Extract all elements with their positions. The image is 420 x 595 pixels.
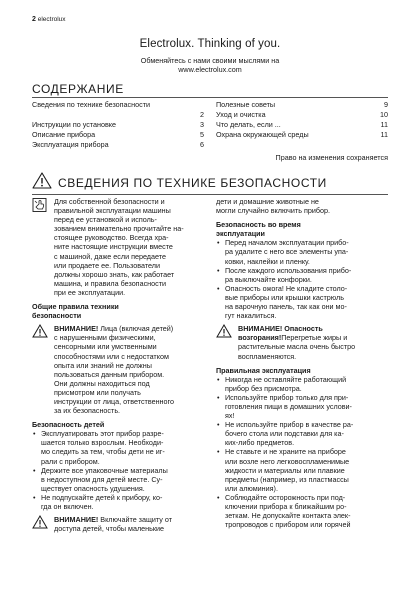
right-column (216, 197, 388, 529)
text-line: перед ее установкой и исполь- (54, 215, 157, 225)
text-line: зеткам. Не допускайте контакта элек- (225, 511, 351, 521)
text-line: Лица (включая детей) (98, 324, 174, 334)
text-line: пользоваться данным прибором. (54, 369, 165, 379)
share-line-1: Обменяйтесь с нами своими мыслями на (140, 56, 280, 65)
general-warning (32, 324, 202, 415)
toc-entry-page: 6 (200, 140, 204, 149)
toc-entry-page: 10 (380, 110, 388, 119)
warning-triangle-icon (32, 172, 52, 194)
text-line: прибор без присмотра. (225, 383, 302, 393)
toc-entry-page: 5 (200, 130, 204, 139)
text-line: опыта или знаний не должны (54, 360, 152, 370)
text-line: тропроводов с прибором или горячей (225, 520, 351, 530)
text-line: гут накалиться. (225, 311, 277, 321)
text-line: с нарушенными физическими, (54, 333, 156, 343)
text-line: мо следить за тем, чтобы дети не иг- (41, 447, 165, 457)
text-line: за их безопасность. (54, 406, 121, 416)
section-divider (32, 194, 388, 195)
list-item (32, 466, 202, 493)
warning-label: возгорания! (238, 333, 282, 343)
toc-entry[interactable] (216, 130, 388, 140)
text-line: правильной эксплуатации машины (54, 206, 171, 216)
children-safety-list (32, 429, 202, 511)
text-line: или возле него легковоспламенимые (225, 456, 350, 466)
toc-entry[interactable] (32, 100, 204, 120)
text-line: • Не ставьте и не храните на приборе (225, 447, 346, 457)
text-line: сенсорными или умственными (54, 342, 157, 352)
text-line: • Держите все упаковочные материалы (41, 465, 168, 475)
text-line: вые приборы или крышки кастрюль (225, 292, 344, 302)
toc-entry[interactable] (216, 110, 388, 120)
text-line: стоящее руководство. Всегда хра- (54, 233, 169, 243)
toc-entry-title: Уход и очистка (216, 110, 266, 119)
text-line: ковки, наклейки и пленку. (225, 256, 310, 266)
text-line: • Никогда не оставляйте работающий (225, 374, 347, 384)
toc-entry-page: 11 (380, 120, 388, 129)
text-line: воспламеняются. (238, 351, 297, 361)
left-column (32, 197, 202, 533)
operation-safety-list (216, 238, 388, 320)
warning-triangle-icon (216, 324, 238, 340)
toc-entry[interactable] (32, 120, 204, 130)
toc-left-column (32, 100, 204, 150)
text-line: • Перед началом эксплуатации прибо- (225, 238, 349, 248)
website-link[interactable]: www.electrolux.com (178, 65, 242, 74)
text-line: зованием внимательно прочитайте на- (54, 224, 184, 234)
warning-label: ВНИМАНИЕ! (54, 515, 99, 525)
text-line: готовления пищи в домашних услови- (225, 401, 352, 411)
text-line: машина, и правила безопасности (54, 278, 167, 288)
page-number: 2 (32, 16, 36, 23)
toc-entry-page: 9 (384, 100, 388, 109)
text-line: • Эксплуатировать этот прибор разре- (41, 429, 164, 439)
toc-entry-title: Охрана окружающей среды (216, 130, 309, 139)
text-line: бочего стола или подставки для ка- (225, 429, 344, 439)
toc-entry-page: 3 (200, 120, 204, 129)
text-line: способностями или с недостатком (54, 351, 169, 361)
list-item (216, 493, 388, 529)
text-line: • Не используйте прибор в качестве ра- (225, 420, 354, 430)
toc-entry[interactable] (32, 130, 204, 140)
toc-entry-title: Описание прибора (32, 130, 96, 139)
warning-triangle-icon (32, 515, 54, 531)
toc-title: СОДЕРЖАНИЕ (32, 82, 124, 96)
toc-entry-page: 11 (380, 130, 388, 139)
list-item (216, 447, 388, 492)
toc-entry[interactable] (32, 140, 204, 150)
text-line: Перегретые жиры и (281, 333, 348, 343)
heading-line: безопасности (32, 311, 82, 321)
text-line: могли случайно включить прибор. (216, 206, 330, 216)
text-line: Включайте защиту от (98, 515, 173, 525)
text-line: или продаете ее. Пользователи (54, 260, 161, 270)
toc-entry-title: Инструкции по установке (32, 120, 117, 129)
toc-right-column (216, 100, 388, 140)
text-line: ра выключайте конфорки. (225, 274, 312, 284)
text-line: или алюминия). (225, 483, 278, 493)
text-line: ра удалите с него все элементы упа- (225, 247, 349, 257)
text-line: ях! (225, 411, 235, 421)
text-line: ществует опасность удушения. (41, 483, 145, 493)
toc-entry[interactable] (216, 100, 388, 110)
text-line: предметы (например, из пластмассы (225, 474, 349, 484)
slogan: Electrolux. Thinking of you. (139, 38, 281, 50)
intro-notice (32, 197, 202, 297)
page-header (32, 16, 66, 23)
text-line: в недоступном для детей месте. Су- (41, 474, 163, 484)
text-line: • Опасность ожога! Не кладите столо- (225, 283, 348, 293)
text-line: гда он включен. (41, 502, 94, 511)
text-line: Они должны находиться под (54, 378, 150, 388)
text-line: • После каждого использования прибо- (225, 265, 352, 275)
text-line: ких-либо предметов. (225, 438, 295, 448)
safety-section-header (32, 174, 388, 192)
text-line: дети и домашние животные не (216, 197, 319, 206)
list-item (216, 266, 388, 284)
text-line: • Не подпускайте детей к прибору, ко- (41, 492, 163, 502)
toc-entry-title: Сведения по технике безопасности (32, 100, 151, 109)
warning-label: ВНИМАНИЕ! (54, 324, 99, 334)
text-line: шается только взрослым. Необходи- (41, 438, 164, 448)
list-item (216, 393, 388, 420)
list-item (216, 420, 388, 447)
toc-entry-title: Что делать, если ... (216, 120, 281, 129)
section-title: СВЕДЕНИЯ ПО ТЕХНИКЕ БЕЗОПАСНОСТИ (58, 176, 327, 190)
continued-text (216, 197, 388, 215)
rights-note: Право на изменения сохраняется (275, 153, 388, 162)
list-item (216, 238, 388, 265)
text-line: при ее эксплуатации. (54, 287, 126, 297)
general-rules-heading (32, 302, 202, 320)
list-item (32, 493, 202, 511)
text-line: растительные масла очень быстро (238, 342, 356, 352)
operation-safety-heading (216, 220, 388, 238)
heading-line: эксплуатации (216, 229, 265, 239)
text-line: на варочную панель, так как они мо- (225, 302, 347, 312)
text-line: Для собственной безопасности и (54, 197, 165, 206)
proper-use-list (216, 375, 388, 530)
warning-triangle-icon (32, 324, 54, 340)
toc-entry[interactable] (216, 120, 388, 130)
text-line: жидкости и материалы или плавкие (225, 465, 345, 475)
text-line: доступа детей, чтобы маленькие (54, 524, 165, 534)
brand-name: electrolux (37, 16, 66, 23)
heading-line: Безопасность во время (216, 220, 301, 230)
text-line: инструкции от лица, ответственного (54, 396, 174, 406)
list-item (216, 375, 388, 393)
toc-entry-title: Эксплуатация прибора (32, 140, 109, 149)
toc-entry-title: Полезные советы (216, 100, 276, 109)
text-line: ните настоящие инструкции вместе (54, 242, 173, 252)
proper-use-heading: Правильная эксплуатация (216, 365, 311, 375)
text-line: присмотром или получать (54, 387, 141, 397)
text-line: с машиной, даже если передаете (54, 251, 166, 261)
text-line: должны хорошо знать, как работает (54, 269, 175, 279)
toc-entry-page: 2 (200, 110, 204, 119)
text-line: ключении прибора к ближайшим ро- (225, 502, 347, 511)
text-line: • Используйте прибор только для при- (225, 392, 349, 402)
text-line: • Соблюдайте осторожность при под- (225, 492, 346, 502)
children-safety-heading: Безопасность детей (32, 420, 105, 430)
warning-label: ВНИМАНИЕ! Опасность (238, 324, 323, 334)
fire-warning (216, 324, 388, 360)
info-hand-icon (32, 197, 54, 215)
children-warning (32, 515, 202, 533)
list-item (32, 429, 202, 465)
list-item (216, 284, 388, 320)
heading-line: Общие правила техники (32, 302, 119, 312)
text-line: рали с прибором. (41, 456, 100, 466)
toc-divider (32, 97, 388, 98)
